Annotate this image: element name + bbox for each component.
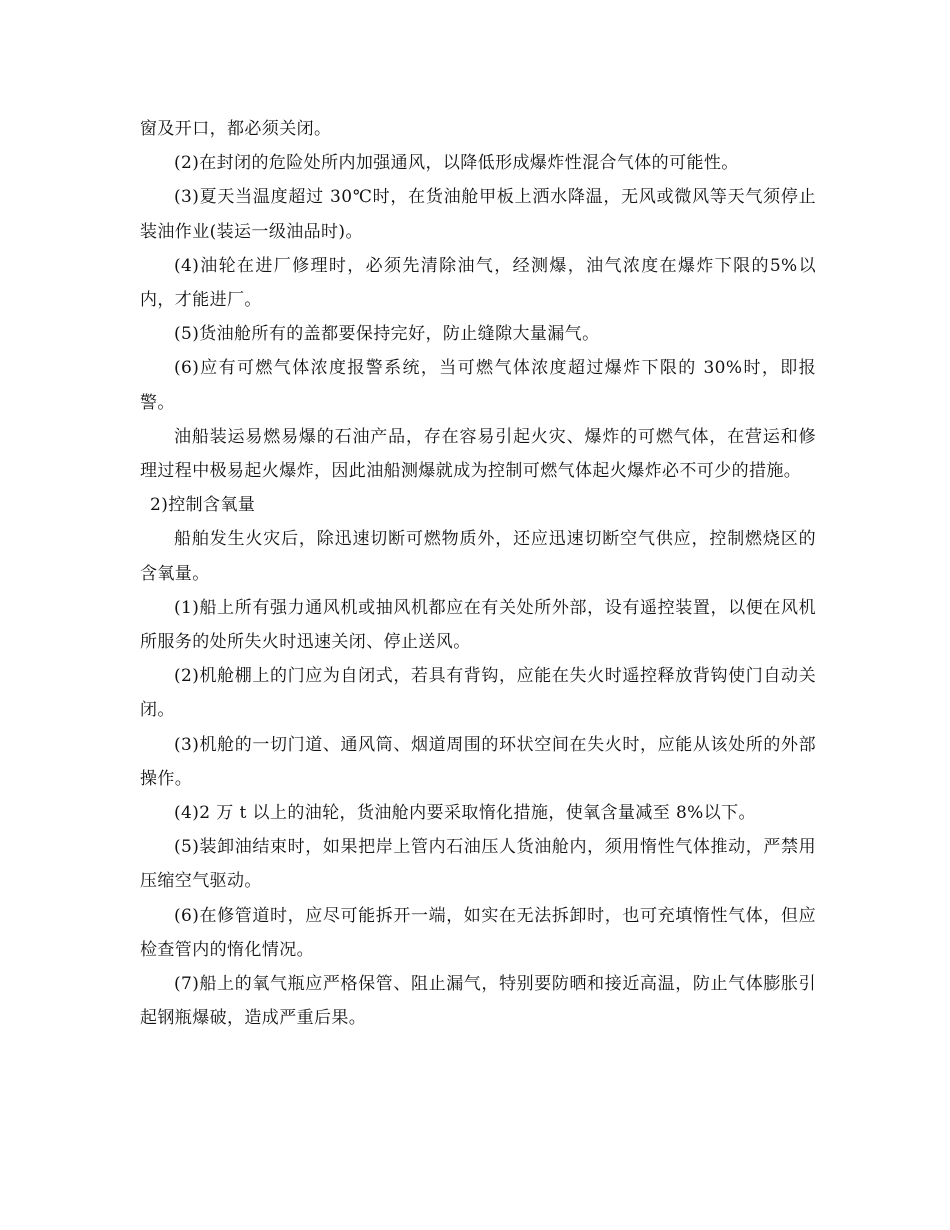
paragraph-oxygen-item-3: (3)机舱的一切门道、通风筒、烟道周围的环状空间在失火时，应能从该处所的外部操作。 bbox=[140, 734, 816, 789]
paragraph-oxygen-item-5: (5)装卸油结束时，如果把岸上管内石油压人货油舱内，须用惰性气体推动，严禁用压缩空气驱动。 bbox=[140, 837, 816, 892]
paragraph-oxygen-item-6: (6)在修管道时，应尽可能拆开一端，如实在无法拆卸时，也可充填惰性气体，但应检查管内的惰化情况。 bbox=[140, 905, 816, 960]
paragraph-oxygen-item-7: (7)船上的氧气瓶应严格保管、阻止漏气，特别要防晒和接近高温，防止气体膨胀引起钢瓶爆破，造成严重后果。 bbox=[140, 974, 816, 1029]
paragraph-oxygen-item-2: (2)机舱棚上的门应为自闭式，若具有背钩，应能在失火时遥控释放背钩使门自动关闭。 bbox=[140, 666, 816, 721]
paragraph-continuation: 窗及开口，都必须关闭。 bbox=[140, 119, 332, 139]
paragraph-oxygen-item-4: (4)2 万 t 以上的油轮，货油舱内要采取惰化措施，使氧含量减至 8%以下。 bbox=[174, 803, 756, 824]
paragraph-item-6-alarm: (6)应有可燃气体浓度报警系统，当可燃气体浓度超过爆炸下限的 30%时，即报警。 bbox=[140, 358, 816, 413]
paragraph-item-3-cooling: (3)夏天当温度超过 30℃时，在货油舱甲板上洒水降温，无风或微风等天气须停止装油作业(装运一级油品时)。 bbox=[140, 187, 816, 242]
paragraph-summary-gas-detection: 油船装运易燃易爆的石油产品，存在容易引起火灾、爆炸的可燃气体，在营运和修理过程中极易起火爆炸，因此油船测爆就成为控制可燃气体起火爆炸必不可少的措施。 bbox=[140, 426, 816, 482]
paragraph-oxygen-intro: 船舶发生火灾后，除迅速切断可燃物质外，还应迅速切断空气供应，控制燃烧区的含氧量。 bbox=[140, 529, 816, 584]
section-heading-oxygen-control: 2)控制含氧量 bbox=[150, 495, 256, 516]
document-body bbox=[140, 112, 816, 1035]
paragraph-item-4-repair: (4)油轮在进厂修理时，必须先清除油气，经测爆，油气浓度在爆炸下限的5%以内，才能进厂。 bbox=[140, 255, 816, 311]
paragraph-item-2-ventilation: (2)在封闭的危险处所内加强通风，以降低形成爆炸性混合气体的可能性。 bbox=[174, 153, 739, 174]
paragraph-item-5-covers: (5)货油舱所有的盖都要保持完好，防止缝隙大量漏气。 bbox=[174, 324, 600, 345]
paragraph-oxygen-item-1: (1)船上所有强力通风机或抽风机都应在有关处所外部，设有遥控装置，以便在风机所服务的处所失火时迅速关闭、停止送风。 bbox=[140, 597, 816, 653]
